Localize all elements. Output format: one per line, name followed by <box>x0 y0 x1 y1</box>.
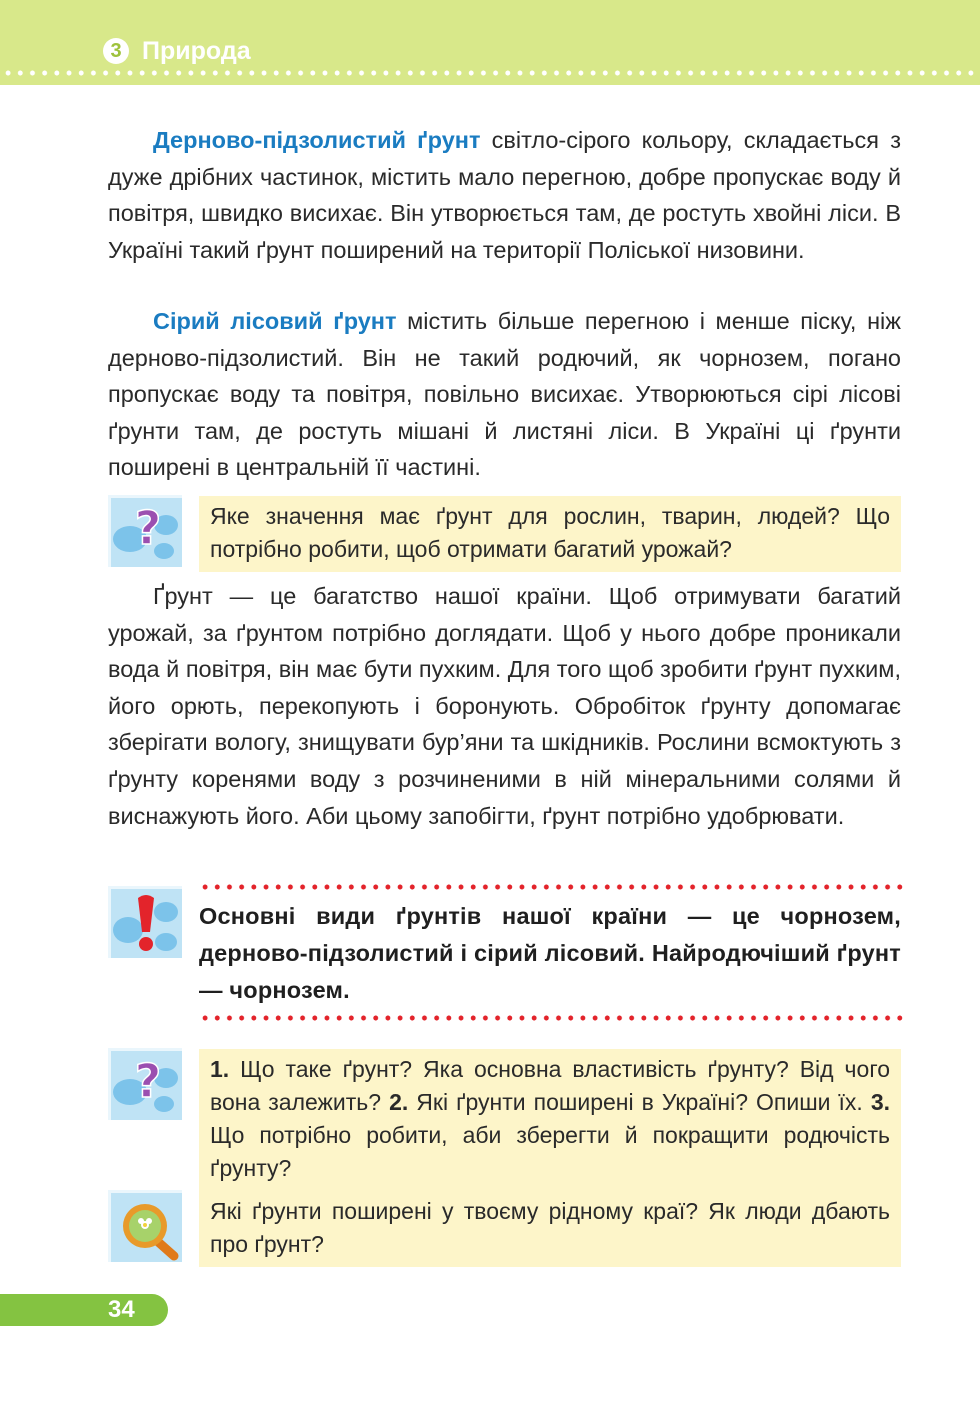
paragraph-text: містить більше перегною і менше піску, ніж дерново-підзолистий. Він не такий родючий, як чорнозем, погано пропускає воду та повітря, повільно висихає. Утворюються сірі лісові ґрунти там, де ростуть мішані й листяні ліси. В Україні ці ґрунти поширені в центральній її частині. <box>108 308 901 481</box>
paragraph-text: світло-сірого кольору, складається з дуже дрібних частинок, містить мало перегною, добре пропускає воду й повітря, швидко висихає. Він утворюється там, де ростуть хвойні ліси. В Україні такий ґрунт поширений на території Поліської низовини. <box>108 127 901 263</box>
page-number-tab <box>0 1294 168 1326</box>
page-number: 34 <box>108 1296 135 1323</box>
review-question-text: Що потрібно робити, аби зберегти й покращити родючість ґрунту? <box>210 1122 890 1181</box>
question-box <box>199 496 901 572</box>
paragraph-soil-care <box>108 578 901 834</box>
magnifier-icon <box>108 1190 182 1267</box>
term-sod-podzolic-soil: Дерново-підзолистий ґрунт <box>153 127 481 153</box>
key-fact-top-dots <box>199 884 905 890</box>
question-icon <box>108 1048 182 1125</box>
exclamation-icon <box>108 886 182 963</box>
svg-text:?: ? <box>134 1054 162 1108</box>
review-question-text: Що таке ґрунт? Яка основна властивість ґрунту? Від чого вона залежить? <box>210 1056 890 1115</box>
question-text: Яке значення має ґрунт для рослин, тварин, людей? Що потрібно робити, щоб отримати багатий урожай? <box>210 503 890 562</box>
header-dotted-line <box>0 70 980 76</box>
key-fact-text: Основні види ґрунтів нашої країни — це чорнозем, дерново-підзолистий і сірий лісовий. Найродючіший ґрунт — чорнозем. <box>199 903 901 1003</box>
chapter-header <box>0 0 980 85</box>
question-number: 2. <box>389 1089 409 1115</box>
svg-text:?: ? <box>134 501 162 555</box>
key-fact-bottom-dots <box>199 1015 905 1021</box>
question-icon <box>108 495 182 572</box>
paragraph-text: Ґрунт — це багатство нашої країни. Щоб отримувати багатий урожай, за ґрунтом потрібно доглядати. Щоб у нього добре проникали вода й повітря, він має бути пухким. Для того щоб зробити ґрунт пухким, його орють, перекопують і боронують. Обробіток ґрунту допомагає зберігати вологу, знищувати бур’яни та шкідників. Рослини всмоктують з ґрунту коренями воду з розчиненими в ній мінеральними солями й виснажують його. Аби цьому запобігти, ґрунт потрібно удобрювати. <box>108 583 901 829</box>
term-gray-forest-soil: Сірий лісовий ґрунт <box>153 308 397 334</box>
paragraph-gray-forest-soil <box>108 303 901 486</box>
section-number-badge: 3 <box>103 38 129 64</box>
section-title: Природа <box>142 37 251 65</box>
question-number: 1. <box>210 1056 230 1082</box>
question-number: 3. <box>870 1089 891 1115</box>
review-questions-box <box>199 1049 901 1191</box>
review-question-text: Які ґрунти поширені в Україні? Опиши їх. <box>408 1089 871 1115</box>
explore-box <box>199 1191 901 1267</box>
explore-text: Які ґрунти поширені у твоєму рідному краї? Як люди дбають про ґрунт? <box>210 1198 890 1257</box>
paragraph-sod-podzolic-soil <box>108 122 901 268</box>
